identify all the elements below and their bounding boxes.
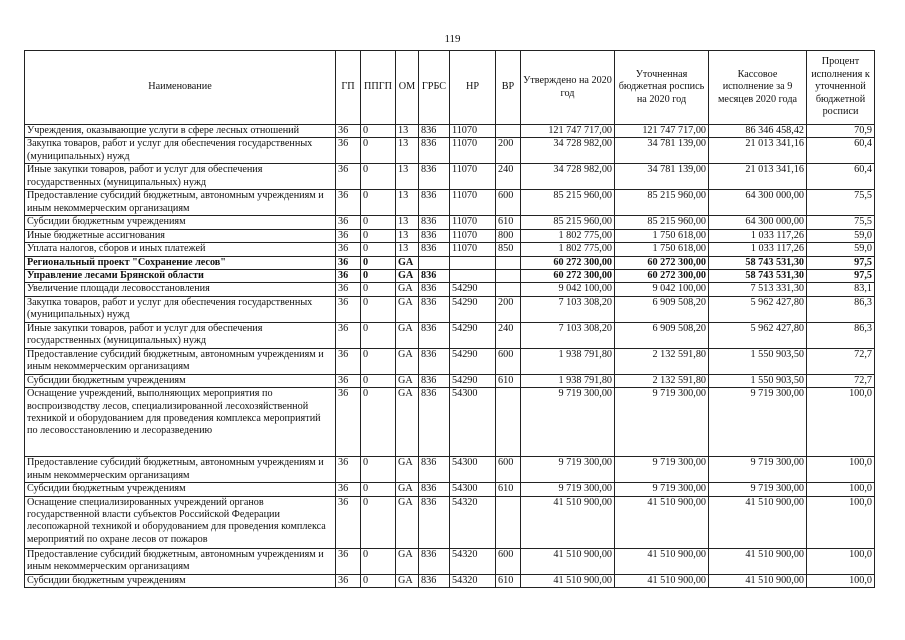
cell-percent: 72,7 <box>807 374 875 387</box>
cell-ppgp: 0 <box>361 283 396 296</box>
cell-approved: 41 510 900,00 <box>521 574 615 587</box>
cell-approved: 9 042 100,00 <box>521 283 615 296</box>
cell-grbs: 836 <box>419 164 450 190</box>
cell-gp: 36 <box>336 496 361 548</box>
table-body <box>25 125 875 588</box>
table-row <box>25 243 875 256</box>
cell-vr: 240 <box>496 164 521 190</box>
cell-approved: 7 103 308,20 <box>521 296 615 322</box>
cell-nr: 54290 <box>450 348 496 374</box>
cell-cash: 58 743 531,30 <box>709 270 807 283</box>
cell-vr <box>496 496 521 548</box>
cell-refined: 9 042 100,00 <box>615 283 709 296</box>
cell-refined: 41 510 900,00 <box>615 496 709 548</box>
cell-vr: 850 <box>496 243 521 256</box>
table-header-row <box>25 51 875 125</box>
cell-vr: 600 <box>496 348 521 374</box>
cell-om: GA <box>396 457 419 483</box>
cell-name: Иные закупки товаров, работ и услуг для обеспечения государственных (муниципальных) нужд <box>25 164 336 190</box>
cell-vr <box>496 256 521 269</box>
cell-vr: 600 <box>496 548 521 574</box>
cell-approved: 9 719 300,00 <box>521 483 615 496</box>
cell-name: Иные закупки товаров, работ и услуг для обеспечения государственных (муниципальных) нужд <box>25 322 336 348</box>
cell-gp: 36 <box>336 483 361 496</box>
cell-cash: 1 550 903,50 <box>709 348 807 374</box>
cell-approved: 60 272 300,00 <box>521 270 615 283</box>
table-row <box>25 483 875 496</box>
table-row <box>25 574 875 587</box>
cell-name: Предоставление субсидий бюджетным, автономным учреждениям и иным некоммерческим организациям <box>25 457 336 483</box>
cell-percent: 97,5 <box>807 270 875 283</box>
cell-grbs: 836 <box>419 374 450 387</box>
cell-vr <box>496 283 521 296</box>
cell-cash: 64 300 000,00 <box>709 190 807 216</box>
col-header-approved: Утверждено на 2020 год <box>521 51 615 125</box>
cell-percent: 86,3 <box>807 296 875 322</box>
cell-om: GA <box>396 483 419 496</box>
cell-grbs: 836 <box>419 138 450 164</box>
cell-approved: 121 747 717,00 <box>521 125 615 138</box>
page-number: 119 <box>444 33 461 45</box>
cell-gp: 36 <box>336 138 361 164</box>
cell-gp: 36 <box>336 125 361 138</box>
table-row <box>25 190 875 216</box>
cell-ppgp: 0 <box>361 164 396 190</box>
cell-percent: 100,0 <box>807 457 875 483</box>
cell-gp: 36 <box>336 457 361 483</box>
cell-name: Субсидии бюджетным учреждениям <box>25 374 336 387</box>
cell-om: GA <box>396 270 419 283</box>
cell-nr: 54300 <box>450 457 496 483</box>
cell-ppgp: 0 <box>361 322 396 348</box>
col-header-nr: НР <box>450 51 496 125</box>
table-row <box>25 283 875 296</box>
cell-refined: 121 747 717,00 <box>615 125 709 138</box>
cell-nr: 11070 <box>450 125 496 138</box>
cell-refined: 9 719 300,00 <box>615 457 709 483</box>
cell-percent: 100,0 <box>807 548 875 574</box>
cell-name: Уплата налогов, сборов и иных платежей <box>25 243 336 256</box>
cell-grbs: 836 <box>419 190 450 216</box>
cell-om: 13 <box>396 164 419 190</box>
cell-ppgp: 0 <box>361 574 396 587</box>
cell-nr: 11070 <box>450 216 496 229</box>
cell-grbs: 836 <box>419 574 450 587</box>
cell-grbs: 836 <box>419 348 450 374</box>
cell-vr: 610 <box>496 374 521 387</box>
cell-cash: 21 013 341,16 <box>709 164 807 190</box>
cell-om: GA <box>396 296 419 322</box>
cell-approved: 7 103 308,20 <box>521 322 615 348</box>
cell-cash: 7 513 331,30 <box>709 283 807 296</box>
cell-percent: 70,9 <box>807 125 875 138</box>
cell-om: GA <box>396 256 419 269</box>
cell-om: GA <box>396 388 419 457</box>
cell-ppgp: 0 <box>361 348 396 374</box>
cell-refined: 34 781 139,00 <box>615 138 709 164</box>
cell-nr: 54290 <box>450 322 496 348</box>
cell-refined: 1 750 618,00 <box>615 229 709 242</box>
cell-ppgp: 0 <box>361 216 396 229</box>
cell-refined: 41 510 900,00 <box>615 548 709 574</box>
cell-nr: 54300 <box>450 388 496 457</box>
cell-grbs: 836 <box>419 270 450 283</box>
cell-percent: 100,0 <box>807 574 875 587</box>
cell-nr: 11070 <box>450 164 496 190</box>
table-row <box>25 270 875 283</box>
cell-grbs: 836 <box>419 283 450 296</box>
cell-nr: 54320 <box>450 574 496 587</box>
cell-grbs: 836 <box>419 388 450 457</box>
cell-name: Предоставление субсидий бюджетным, автономным учреждениям и иным некоммерческим организациям <box>25 348 336 374</box>
cell-refined: 41 510 900,00 <box>615 574 709 587</box>
cell-refined: 6 909 508,20 <box>615 296 709 322</box>
cell-approved: 1 938 791,80 <box>521 374 615 387</box>
cell-om: 13 <box>396 190 419 216</box>
table-row <box>25 348 875 374</box>
cell-name: Региональный проект "Сохранение лесов" <box>25 256 336 269</box>
cell-om: 13 <box>396 138 419 164</box>
cell-approved: 9 719 300,00 <box>521 457 615 483</box>
table-row <box>25 388 875 457</box>
cell-gp: 36 <box>336 256 361 269</box>
cell-refined: 34 781 139,00 <box>615 164 709 190</box>
cell-gp: 36 <box>336 243 361 256</box>
cell-nr <box>450 256 496 269</box>
cell-ppgp: 0 <box>361 374 396 387</box>
cell-gp: 36 <box>336 548 361 574</box>
cell-percent: 60,4 <box>807 164 875 190</box>
table-row <box>25 548 875 574</box>
cell-gp: 36 <box>336 190 361 216</box>
cell-cash: 64 300 000,00 <box>709 216 807 229</box>
cell-ppgp: 0 <box>361 457 396 483</box>
cell-cash: 1 550 903,50 <box>709 374 807 387</box>
cell-om: GA <box>396 348 419 374</box>
cell-percent: 60,4 <box>807 138 875 164</box>
cell-grbs: 836 <box>419 296 450 322</box>
cell-gp: 36 <box>336 229 361 242</box>
cell-approved: 85 215 960,00 <box>521 190 615 216</box>
cell-cash: 86 346 458,42 <box>709 125 807 138</box>
cell-refined: 60 272 300,00 <box>615 256 709 269</box>
cell-name: Субсидии бюджетным учреждениям <box>25 483 336 496</box>
cell-cash: 1 033 117,26 <box>709 229 807 242</box>
cell-nr: 54300 <box>450 483 496 496</box>
cell-approved: 1 938 791,80 <box>521 348 615 374</box>
cell-name: Управление лесами Брянской области <box>25 270 336 283</box>
cell-name: Закупка товаров, работ и услуг для обеспечения государственных (муниципальных) нужд <box>25 296 336 322</box>
cell-ppgp: 0 <box>361 388 396 457</box>
cell-ppgp: 0 <box>361 256 396 269</box>
cell-grbs: 836 <box>419 125 450 138</box>
col-header-vr: ВР <box>496 51 521 125</box>
cell-name: Увеличение площади лесовосстановления <box>25 283 336 296</box>
col-header-cash: Кассовое исполнение за 9 месяцев 2020 года <box>709 51 807 125</box>
cell-gp: 36 <box>336 216 361 229</box>
cell-gp: 36 <box>336 283 361 296</box>
cell-cash: 41 510 900,00 <box>709 548 807 574</box>
cell-grbs <box>419 256 450 269</box>
cell-refined: 85 215 960,00 <box>615 190 709 216</box>
cell-grbs: 836 <box>419 483 450 496</box>
cell-nr <box>450 270 496 283</box>
cell-ppgp: 0 <box>361 548 396 574</box>
cell-om: 13 <box>396 243 419 256</box>
cell-approved: 9 719 300,00 <box>521 388 615 457</box>
cell-gp: 36 <box>336 270 361 283</box>
table-row <box>25 164 875 190</box>
cell-om: 13 <box>396 125 419 138</box>
budget-table <box>24 50 875 588</box>
cell-nr: 11070 <box>450 138 496 164</box>
cell-om: GA <box>396 283 419 296</box>
cell-cash: 41 510 900,00 <box>709 496 807 548</box>
cell-cash: 1 033 117,26 <box>709 243 807 256</box>
cell-refined: 9 719 300,00 <box>615 388 709 457</box>
cell-percent: 72,7 <box>807 348 875 374</box>
cell-approved: 34 728 982,00 <box>521 138 615 164</box>
col-header-gp: ГП <box>336 51 361 125</box>
cell-nr: 11070 <box>450 243 496 256</box>
cell-approved: 1 802 775,00 <box>521 229 615 242</box>
cell-cash: 9 719 300,00 <box>709 388 807 457</box>
cell-ppgp: 0 <box>361 125 396 138</box>
cell-vr: 610 <box>496 216 521 229</box>
cell-nr: 11070 <box>450 229 496 242</box>
cell-gp: 36 <box>336 322 361 348</box>
cell-approved: 85 215 960,00 <box>521 216 615 229</box>
table-row <box>25 125 875 138</box>
table-row <box>25 229 875 242</box>
col-header-ppgp: ППГП <box>361 51 396 125</box>
cell-percent: 100,0 <box>807 483 875 496</box>
cell-name: Предоставление субсидий бюджетным, автономным учреждениям и иным некоммерческим организациям <box>25 190 336 216</box>
cell-approved: 34 728 982,00 <box>521 164 615 190</box>
cell-vr <box>496 270 521 283</box>
cell-name: Оснащение учреждений, выполняющих мероприятия по воспроизводству лесов, специализированной лесохозяйственной техникой и оборудованием для проведения комплекса мероприятий по лесовосстановлению и лесоразведению <box>25 388 336 457</box>
cell-om: GA <box>396 374 419 387</box>
cell-name: Иные бюджетные ассигнования <box>25 229 336 242</box>
cell-vr: 800 <box>496 229 521 242</box>
cell-percent: 75,5 <box>807 190 875 216</box>
table-row <box>25 374 875 387</box>
cell-ppgp: 0 <box>361 270 396 283</box>
cell-ppgp: 0 <box>361 483 396 496</box>
cell-gp: 36 <box>336 374 361 387</box>
cell-grbs: 836 <box>419 496 450 548</box>
cell-name: Закупка товаров, работ и услуг для обеспечения государственных (муниципальных) нужд <box>25 138 336 164</box>
cell-cash: 9 719 300,00 <box>709 483 807 496</box>
cell-ppgp: 0 <box>361 496 396 548</box>
cell-om: GA <box>396 548 419 574</box>
cell-approved: 41 510 900,00 <box>521 548 615 574</box>
table-row <box>25 216 875 229</box>
table-row <box>25 496 875 548</box>
cell-percent: 83,1 <box>807 283 875 296</box>
cell-ppgp: 0 <box>361 243 396 256</box>
cell-name: Субсидии бюджетным учреждениям <box>25 574 336 587</box>
table-row <box>25 138 875 164</box>
cell-nr: 11070 <box>450 190 496 216</box>
cell-cash: 5 962 427,80 <box>709 322 807 348</box>
cell-nr: 54290 <box>450 296 496 322</box>
cell-percent: 100,0 <box>807 496 875 548</box>
table-row <box>25 296 875 322</box>
cell-vr <box>496 388 521 457</box>
cell-nr: 54320 <box>450 496 496 548</box>
cell-refined: 6 909 508,20 <box>615 322 709 348</box>
cell-nr: 54290 <box>450 283 496 296</box>
cell-cash: 21 013 341,16 <box>709 138 807 164</box>
cell-percent: 59,0 <box>807 243 875 256</box>
cell-grbs: 836 <box>419 548 450 574</box>
cell-percent: 75,5 <box>807 216 875 229</box>
cell-percent: 97,5 <box>807 256 875 269</box>
cell-percent: 100,0 <box>807 388 875 457</box>
cell-refined: 85 215 960,00 <box>615 216 709 229</box>
cell-refined: 9 719 300,00 <box>615 483 709 496</box>
cell-vr: 610 <box>496 574 521 587</box>
cell-name: Учреждения, оказывающие услуги в сфере лесных отношений <box>25 125 336 138</box>
cell-cash: 58 743 531,30 <box>709 256 807 269</box>
cell-cash: 9 719 300,00 <box>709 457 807 483</box>
cell-ppgp: 0 <box>361 229 396 242</box>
cell-refined: 1 750 618,00 <box>615 243 709 256</box>
cell-vr: 200 <box>496 296 521 322</box>
cell-name: Оснащение специализированных учреждений органов государственной власти субъектов Российской Федерации лесопожарной техникой и оборудованием для проведения комплекса мероприятий по охране лесов от пожаров <box>25 496 336 548</box>
cell-gp: 36 <box>336 296 361 322</box>
col-header-grbs: ГРБС <box>419 51 450 125</box>
col-header-om: ОМ <box>396 51 419 125</box>
table-row <box>25 457 875 483</box>
cell-gp: 36 <box>336 574 361 587</box>
table-row <box>25 256 875 269</box>
cell-gp: 36 <box>336 388 361 457</box>
cell-approved: 1 802 775,00 <box>521 243 615 256</box>
cell-ppgp: 0 <box>361 138 396 164</box>
table-row <box>25 322 875 348</box>
cell-nr: 54320 <box>450 548 496 574</box>
cell-refined: 2 132 591,80 <box>615 374 709 387</box>
col-header-percent: Процент исполнения к уточненной бюджетной росписи <box>807 51 875 125</box>
cell-refined: 60 272 300,00 <box>615 270 709 283</box>
cell-approved: 41 510 900,00 <box>521 496 615 548</box>
cell-ppgp: 0 <box>361 296 396 322</box>
cell-vr: 600 <box>496 457 521 483</box>
cell-vr <box>496 125 521 138</box>
cell-om: GA <box>396 322 419 348</box>
cell-om: GA <box>396 496 419 548</box>
cell-cash: 5 962 427,80 <box>709 296 807 322</box>
cell-approved: 60 272 300,00 <box>521 256 615 269</box>
cell-grbs: 836 <box>419 229 450 242</box>
cell-om: 13 <box>396 216 419 229</box>
col-header-refined: Уточненная бюджетная роспись на 2020 год <box>615 51 709 125</box>
cell-vr: 200 <box>496 138 521 164</box>
cell-grbs: 836 <box>419 216 450 229</box>
cell-gp: 36 <box>336 164 361 190</box>
cell-vr: 240 <box>496 322 521 348</box>
col-header-name: Наименование <box>25 51 336 125</box>
cell-vr: 600 <box>496 190 521 216</box>
cell-refined: 2 132 591,80 <box>615 348 709 374</box>
cell-name: Субсидии бюджетным учреждениям <box>25 216 336 229</box>
cell-percent: 86,3 <box>807 322 875 348</box>
cell-percent: 59,0 <box>807 229 875 242</box>
cell-om: 13 <box>396 229 419 242</box>
cell-cash: 41 510 900,00 <box>709 574 807 587</box>
cell-ppgp: 0 <box>361 190 396 216</box>
cell-name: Предоставление субсидий бюджетным, автономным учреждениям и иным некоммерческим организациям <box>25 548 336 574</box>
cell-om: GA <box>396 574 419 587</box>
cell-vr: 610 <box>496 483 521 496</box>
cell-grbs: 836 <box>419 457 450 483</box>
cell-grbs: 836 <box>419 322 450 348</box>
cell-gp: 36 <box>336 348 361 374</box>
cell-grbs: 836 <box>419 243 450 256</box>
cell-nr: 54290 <box>450 374 496 387</box>
